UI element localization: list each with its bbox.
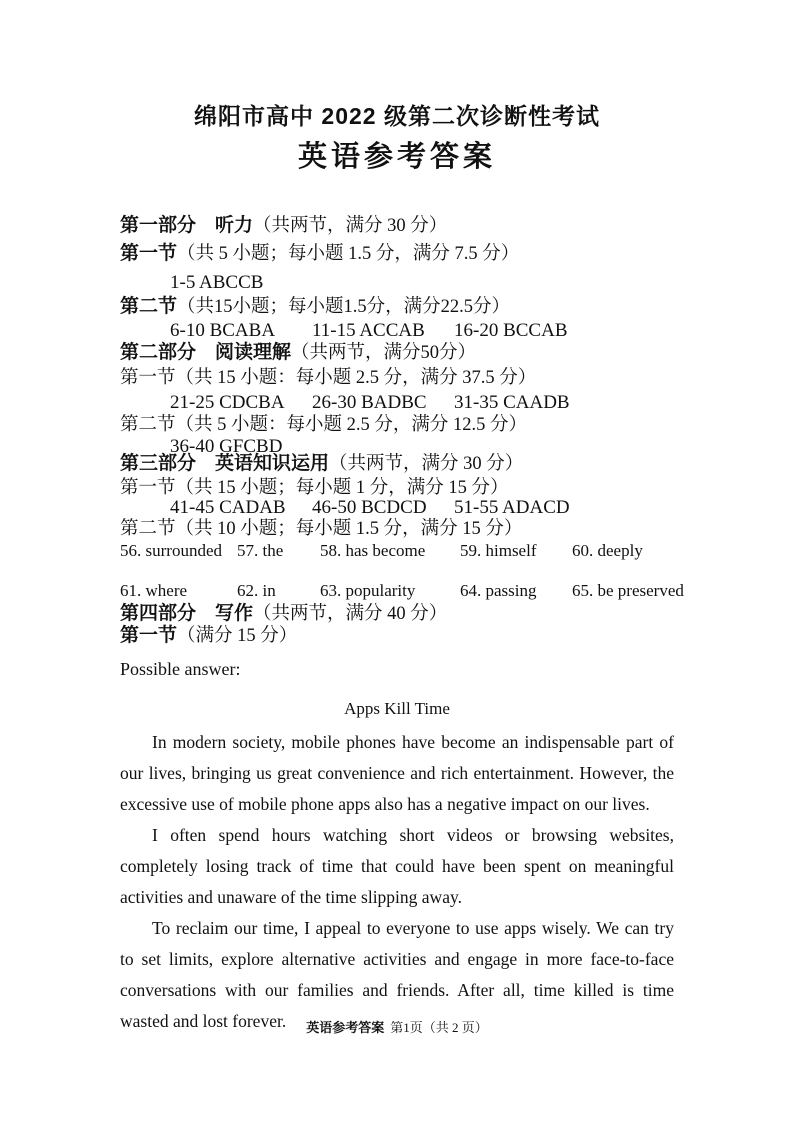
part1-section2-note: （共15小题；每小题1.5分，满分22.5分） xyxy=(177,297,511,317)
part4-section1-note: （满分 15 分） xyxy=(177,626,298,646)
answer-item: 62. in xyxy=(237,581,276,600)
part1-heading xyxy=(120,215,674,237)
part3-heading-note: （共两节，满分 30 分） xyxy=(329,454,524,474)
answers-41-55 xyxy=(170,497,674,519)
answer-group: 51-55 ADACD xyxy=(454,497,570,518)
essay-title: Apps Kill Time xyxy=(344,699,450,718)
part2-heading-note: （共两节，满分50分） xyxy=(291,343,477,363)
answers-56-60 xyxy=(120,540,674,562)
part1-heading-note: （共两节，满分 30 分） xyxy=(253,216,448,236)
part2-heading xyxy=(120,342,674,364)
possible-answer-label: Possible answer: xyxy=(120,659,241,679)
answers-61-65 xyxy=(120,580,684,602)
exam-title: 绵阳市高中 2022 级第二次诊断性考试 xyxy=(194,103,600,129)
answers-1-5: 1-5 ABCCB xyxy=(170,272,264,293)
part3-section1-note: （共 15 小题；每小题 1 分，满分 15 分） xyxy=(175,478,509,498)
footer-page-number: 第1页（共 2 页） xyxy=(390,1020,488,1035)
part1-section1-line xyxy=(120,243,674,265)
answer-item: 58. has become xyxy=(320,541,426,560)
answer-item: 60. deeply xyxy=(572,541,643,560)
answer-key xyxy=(120,215,684,647)
essay-paragraph-1: In modern society, mobile phones have become an indispensable part of our lives, bringing us great convenience and rich entertainment. However, the excessive use of mobile phone apps also has a negative impact on our lives. xyxy=(120,732,674,814)
part1-heading-label: 第一部分 听力 xyxy=(120,215,254,236)
part2-section1-label: 第一节 xyxy=(120,368,176,388)
part3-section2-line xyxy=(120,518,674,540)
page-footer xyxy=(0,1019,794,1037)
part1-section2-line xyxy=(120,296,674,318)
answer-item: 56. surrounded xyxy=(120,541,222,560)
answer-group: 6-10 BCABA xyxy=(170,320,276,341)
part3-section1-line xyxy=(120,477,674,499)
essay-paragraph-2: I often spend hours watching short videos or browsing websites, completely losing track of time that could have been spent on meaningful activities and unaware of the time slipping away. xyxy=(120,825,674,907)
footer-doc-title: 英语参考答案 xyxy=(306,1020,385,1035)
answer-group: 21-25 CDCBA xyxy=(170,392,285,413)
part2-section2-line xyxy=(120,414,674,436)
part1-section2-label: 第二节 xyxy=(120,296,178,317)
part2-section2-label: 第二节 xyxy=(120,415,176,435)
answer-group: 41-45 CADAB xyxy=(170,497,286,518)
answer-group: 26-30 BADBC xyxy=(312,392,427,413)
part4-section1-label: 第一节 xyxy=(120,625,178,646)
answer-item: 57. the xyxy=(237,541,284,560)
part4-section1-line xyxy=(120,625,674,647)
answers-6-20 xyxy=(170,320,674,342)
part3-section2-note: （共 10 小题；每小题 1.5 分，满分 15 分） xyxy=(175,519,523,539)
answer-item: 64. passing xyxy=(460,581,537,600)
part2-section1-note: （共 15 小题：每小题 2.5 分，满分 37.5 分） xyxy=(175,368,537,388)
part1-section1-note: （共 5 小题；每小题 1.5 分，满分 7.5 分） xyxy=(177,244,520,264)
part3-section2-label: 第二节 xyxy=(120,519,176,539)
answer-item: 65. be preserved xyxy=(572,581,684,600)
part2-heading-label: 第二部分 阅读理解 xyxy=(120,342,292,363)
answer-group: 11-15 ACCAB xyxy=(312,320,425,341)
answer-group: 46-50 BCDCD xyxy=(312,497,427,518)
page-content xyxy=(120,0,684,1037)
answer-key-title: 英语参考答案 xyxy=(297,141,496,173)
part2-section2-note: （共 5 小题：每小题 2.5 分，满分 12.5 分） xyxy=(175,415,528,435)
answer-group: 16-20 BCCAB xyxy=(454,320,568,341)
answer-item: 59. himself xyxy=(460,541,537,560)
part4-heading-label: 第四部分 写作 xyxy=(120,603,254,624)
answer-group: 31-35 CAADB xyxy=(454,392,570,413)
part2-section1-line xyxy=(120,367,674,389)
answer-item: 63. popularity xyxy=(320,581,416,600)
part3-heading xyxy=(120,453,674,475)
part4-heading xyxy=(120,603,674,625)
essay-paragraph-3: To reclaim our time, I appeal to everyone to use apps wisely. We can try to set limits, explore alternative activities and engage in more face-to-face conversations with our families and friends. After all, time killed is time wasted and lost forever. xyxy=(120,918,674,1031)
part3-section1-label: 第一节 xyxy=(120,478,176,498)
part4-heading-note: （共两节，满分 40 分） xyxy=(253,604,448,624)
answers-36-40: 36-40 GFCBD xyxy=(170,436,283,457)
part3-heading-label: 第三部分 英语知识运用 xyxy=(120,453,330,474)
part1-section1-label: 第一节 xyxy=(120,243,178,264)
answers-21-35 xyxy=(170,392,674,414)
answer-item: 61. where xyxy=(120,581,188,600)
